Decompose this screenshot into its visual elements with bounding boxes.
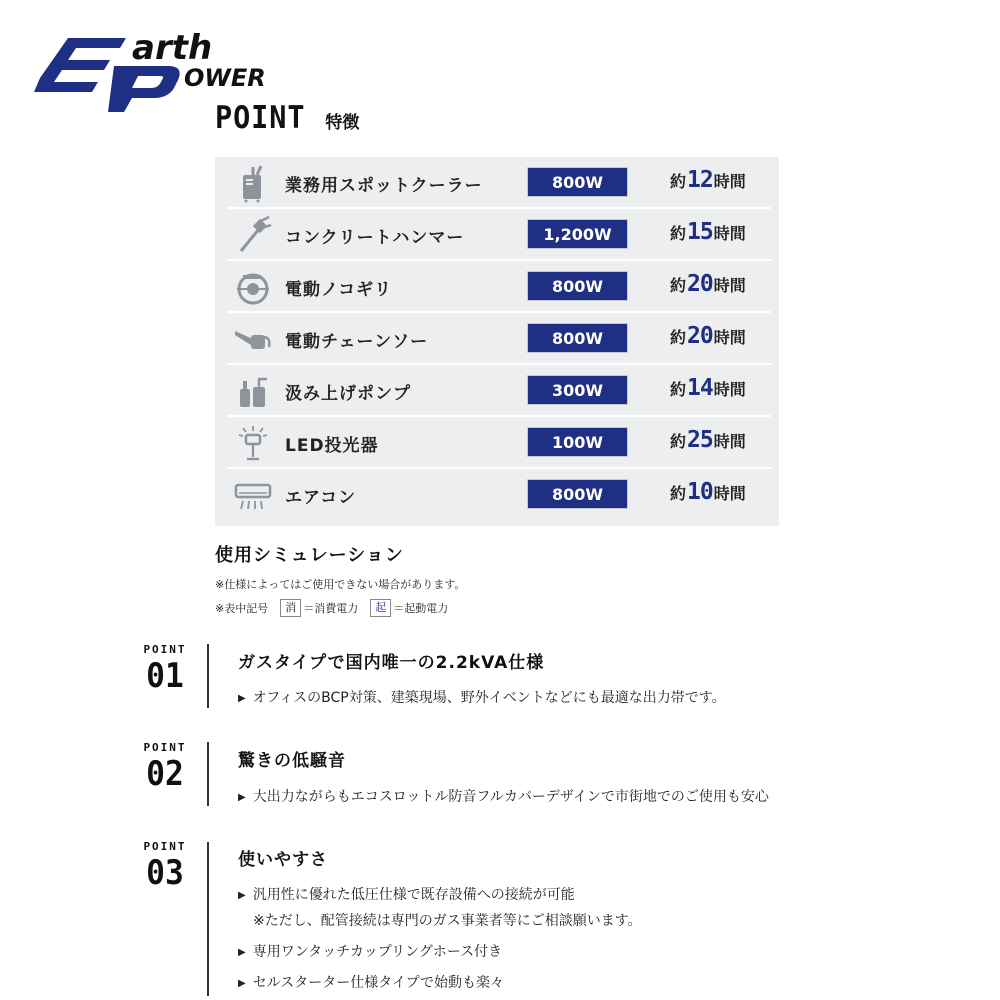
- air-conditioner-icon: [233, 475, 273, 515]
- runtime-hours: 10: [687, 479, 713, 505]
- runtime-hours: 15: [687, 219, 713, 245]
- point-03-bullet: ▶ 汎用性に優れた低圧仕様で既存設備への接続が可能: [238, 887, 575, 903]
- bullet-icon: ▶: [238, 890, 246, 901]
- appliance-name: エアコン: [285, 488, 357, 508]
- divider: [207, 742, 209, 806]
- wattage-badge: 100W: [528, 428, 627, 456]
- point-01-label: POINT 01: [143, 643, 187, 696]
- appliance-name: 電動ノコギリ: [285, 280, 393, 300]
- point-number: 02: [146, 754, 184, 794]
- table-row: [215, 209, 779, 261]
- runtime: 約14時間: [670, 375, 746, 401]
- circular-saw-icon: [233, 267, 273, 307]
- wattage-badge: 1,200W: [528, 220, 627, 248]
- divider: [207, 842, 209, 996]
- concrete-hammer-icon: [233, 215, 273, 255]
- appliance-name: 汲み上げポンプ: [285, 384, 411, 404]
- runtime: 約15時間: [670, 219, 746, 245]
- point-03-label: POINT 03: [143, 840, 187, 893]
- runtime: 約20時間: [670, 271, 746, 297]
- point-03-bullet: ▶ セルスターター仕様タイプで始動も楽々: [238, 975, 505, 991]
- bullet-icon: ▶: [238, 947, 246, 958]
- point-01-title: ガスタイプで国内唯一の2.2kVA仕様: [238, 653, 545, 673]
- simulation-title: 使用シミュレーション: [215, 545, 404, 566]
- led-floodlight-icon: [233, 423, 273, 463]
- wattage-badge: 800W: [528, 168, 627, 196]
- runtime: 約12時間: [670, 167, 746, 193]
- bullet-icon: ▶: [238, 978, 246, 989]
- point-02-bullet: ▶ 大出力ながらもエコスロットル防音フルカバーデザインで市街地でのご使用も安心: [238, 789, 769, 805]
- appliance-name: 電動チェーンソー: [285, 332, 429, 352]
- wattage-badge: 800W: [528, 324, 627, 352]
- appliance-name: LED投光器: [285, 436, 379, 456]
- table-row: [215, 313, 779, 365]
- runtime-hours: 25: [687, 427, 713, 453]
- divider: [207, 644, 209, 708]
- appliance-name: 業務用スポットクーラー: [285, 176, 483, 196]
- appliance-name: コンクリートハンマー: [285, 228, 465, 248]
- table-row: [215, 417, 779, 469]
- runtime: 約10時間: [670, 479, 746, 505]
- logo-text-ower: OWER: [184, 64, 266, 92]
- runtime-hours: 12: [687, 167, 713, 193]
- wattage-badge: 800W: [528, 272, 627, 300]
- point-number: 03: [146, 853, 184, 893]
- bullet-icon: ▶: [238, 693, 246, 704]
- pump-icon: [233, 371, 273, 411]
- runtime-hours: 14: [687, 375, 713, 401]
- point-03-bullet: ▶ 専用ワンタッチカップリングホース付き: [238, 944, 503, 960]
- table-row: [215, 365, 779, 417]
- symbol-startup: 起: [370, 599, 391, 617]
- runtime: 約25時間: [670, 427, 746, 453]
- point-02-title: 驚きの低騒音: [238, 751, 346, 771]
- point-03-title: 使いやすさ: [238, 850, 328, 870]
- wattage-badge: 800W: [528, 480, 627, 508]
- runtime-table: [215, 157, 779, 526]
- logo-text-arth: arth: [132, 28, 213, 68]
- point-03-note: ※ただし、配管接続は専門のガス事業者等にご相談願います。: [253, 913, 642, 929]
- bullet-icon: ▶: [238, 792, 246, 803]
- point-01-bullet: ▶ オフィスのBCP対策、建築現場、野外イベントなどにも最適な出力帯です。: [238, 690, 726, 706]
- point-02-label: POINT 02: [143, 741, 187, 794]
- runtime-hours: 20: [687, 323, 713, 349]
- runtime-hours: 20: [687, 271, 713, 297]
- usage-note: ※仕様によってはご使用できない場合があります。: [215, 578, 466, 591]
- table-row: [215, 469, 779, 521]
- chainsaw-icon: [233, 319, 273, 359]
- symbol-consumption: 消: [280, 599, 301, 617]
- wattage-badge: 300W: [528, 376, 627, 404]
- spot-cooler-icon: [233, 163, 273, 203]
- point-number: 01: [146, 656, 184, 696]
- symbol-legend: ※表中記号 消 ＝消費電力 起 ＝起動電力: [215, 601, 449, 615]
- table-row: [215, 157, 779, 209]
- heading-jp: 特徴: [325, 113, 360, 133]
- point-heading: [215, 100, 359, 136]
- runtime: 約20時間: [670, 323, 746, 349]
- table-row: [215, 261, 779, 313]
- heading-en: POINT: [215, 100, 306, 136]
